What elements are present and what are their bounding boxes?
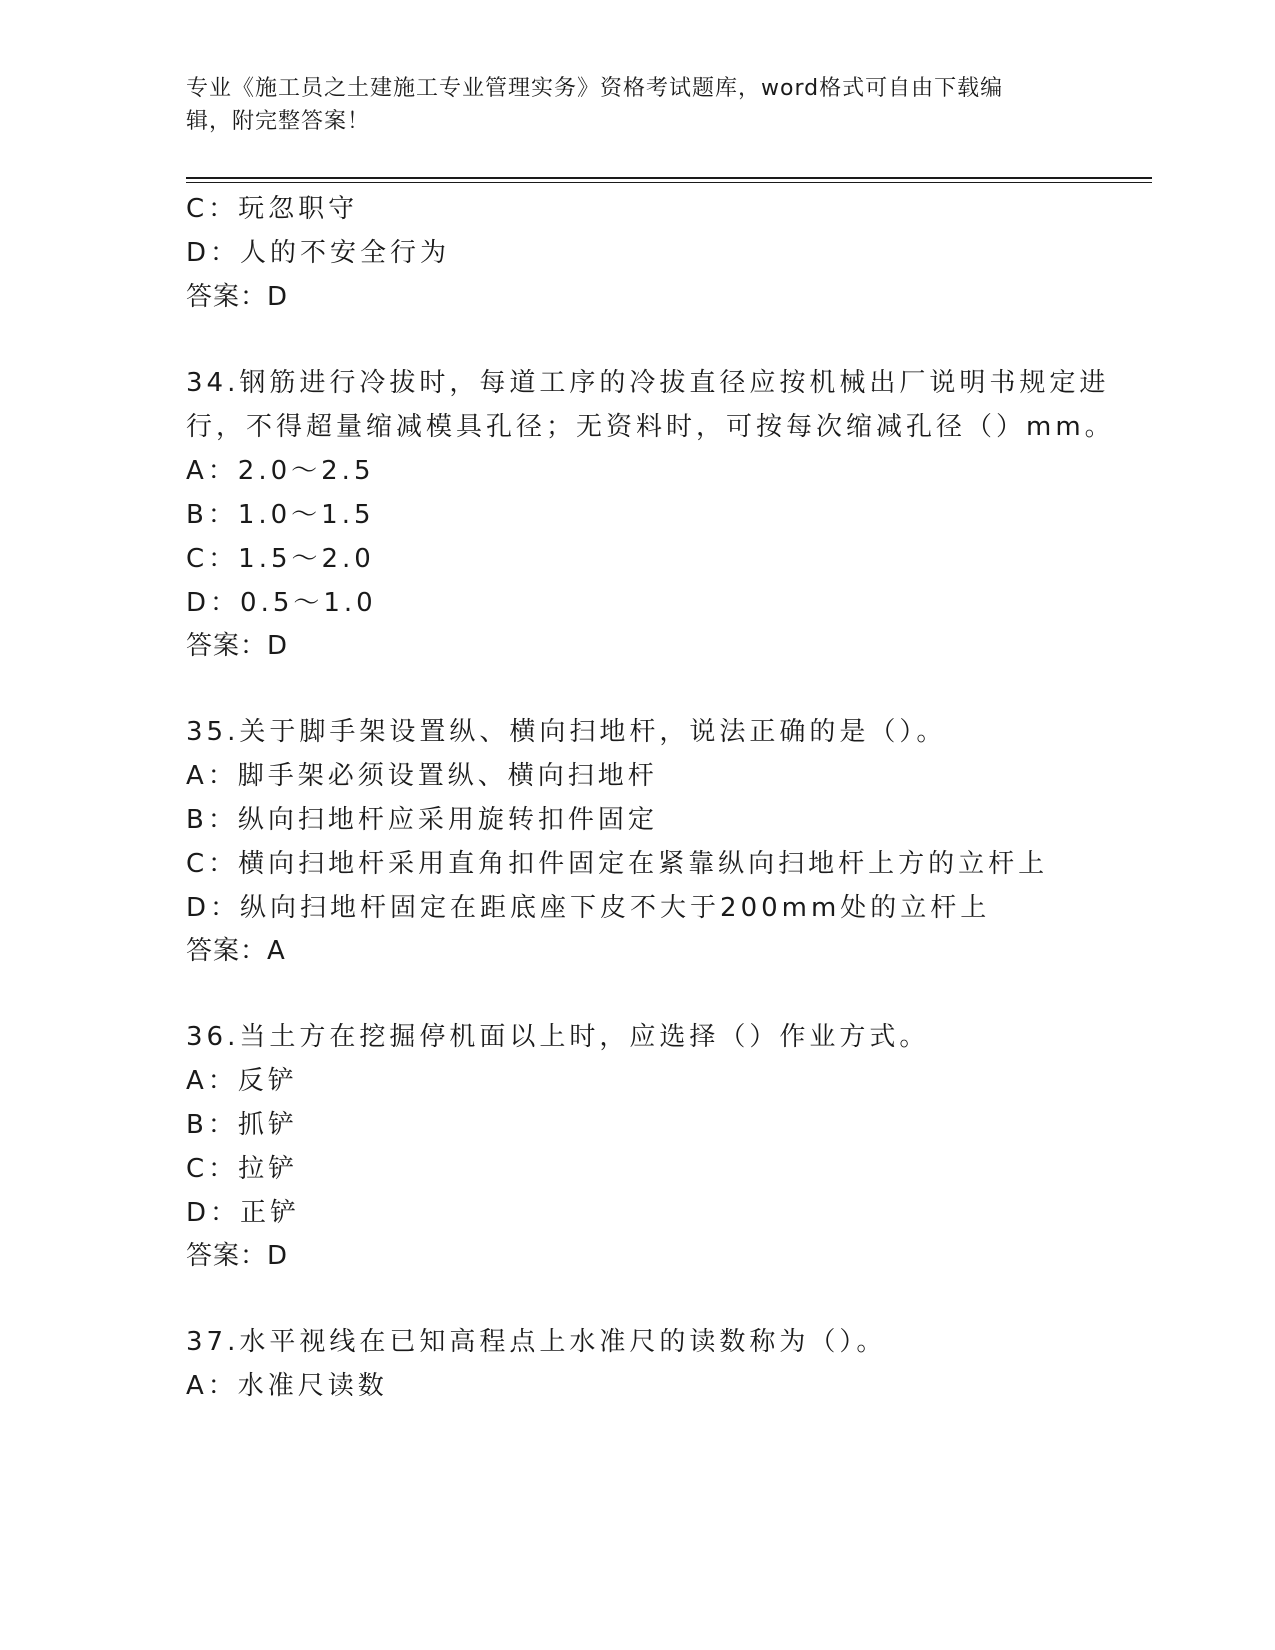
header-line-1: 专业《施工员之土建施工专业管理实务》资格考试题库，word格式可自由下载编 (186, 76, 1004, 101)
option-b: B：抓铲 (186, 1110, 298, 1140)
answer: 答案：A (186, 936, 286, 966)
answer: 答案：D (186, 631, 289, 661)
option-c: C：玩忽职守 (186, 194, 359, 224)
option-c: C：1.5～2.0 (186, 544, 375, 574)
header-divider-thick (186, 177, 1152, 179)
option-b: B：1.0～1.5 (186, 500, 375, 530)
question-stem: 35.关于脚手架设置纵、横向扫地杆，说法正确的是（）。 (186, 717, 947, 747)
header-divider-thin (186, 182, 1152, 183)
question-stem: 34.钢筋进行冷拔时，每道工序的冷拔直径应按机械出厂说明书规定进 (186, 368, 1110, 398)
option-c: C：拉铲 (186, 1154, 299, 1184)
option-d: D：0.5～1.0 (186, 588, 377, 618)
question-stem: 37.水平视线在已知高程点上水准尺的读数称为（）。 (186, 1327, 887, 1357)
question-stem: 36.当土方在挖掘停机面以上时，应选择（）作业方式。 (186, 1022, 930, 1052)
option-a: A：脚手架必须设置纵、横向扫地杆 (186, 761, 658, 791)
header-line-2: 辑，附完整答案！ (186, 109, 371, 134)
option-d: D：纵向扫地杆固定在距底座下皮不大于200mm处的立杆上 (186, 893, 991, 923)
option-b: B：纵向扫地杆应采用旋转扣件固定 (186, 805, 658, 835)
answer: 答案：D (186, 282, 289, 312)
answer: 答案：D (186, 1241, 289, 1271)
question-stem-cont: 行，不得超量缩减模具孔径；无资料时，可按每次缩减孔径（）mm。 (186, 412, 1115, 442)
option-a: A：水准尺读数 (186, 1371, 388, 1401)
option-a: A：2.0～2.5 (186, 456, 375, 486)
option-a: A：反铲 (186, 1066, 298, 1096)
option-d: D：人的不安全行为 (186, 238, 451, 268)
document-header (186, 72, 1086, 138)
option-d: D：正铲 (186, 1198, 301, 1228)
option-c: C：横向扫地杆采用直角扣件固定在紧靠纵向扫地杆上方的立杆上 (186, 849, 1049, 879)
